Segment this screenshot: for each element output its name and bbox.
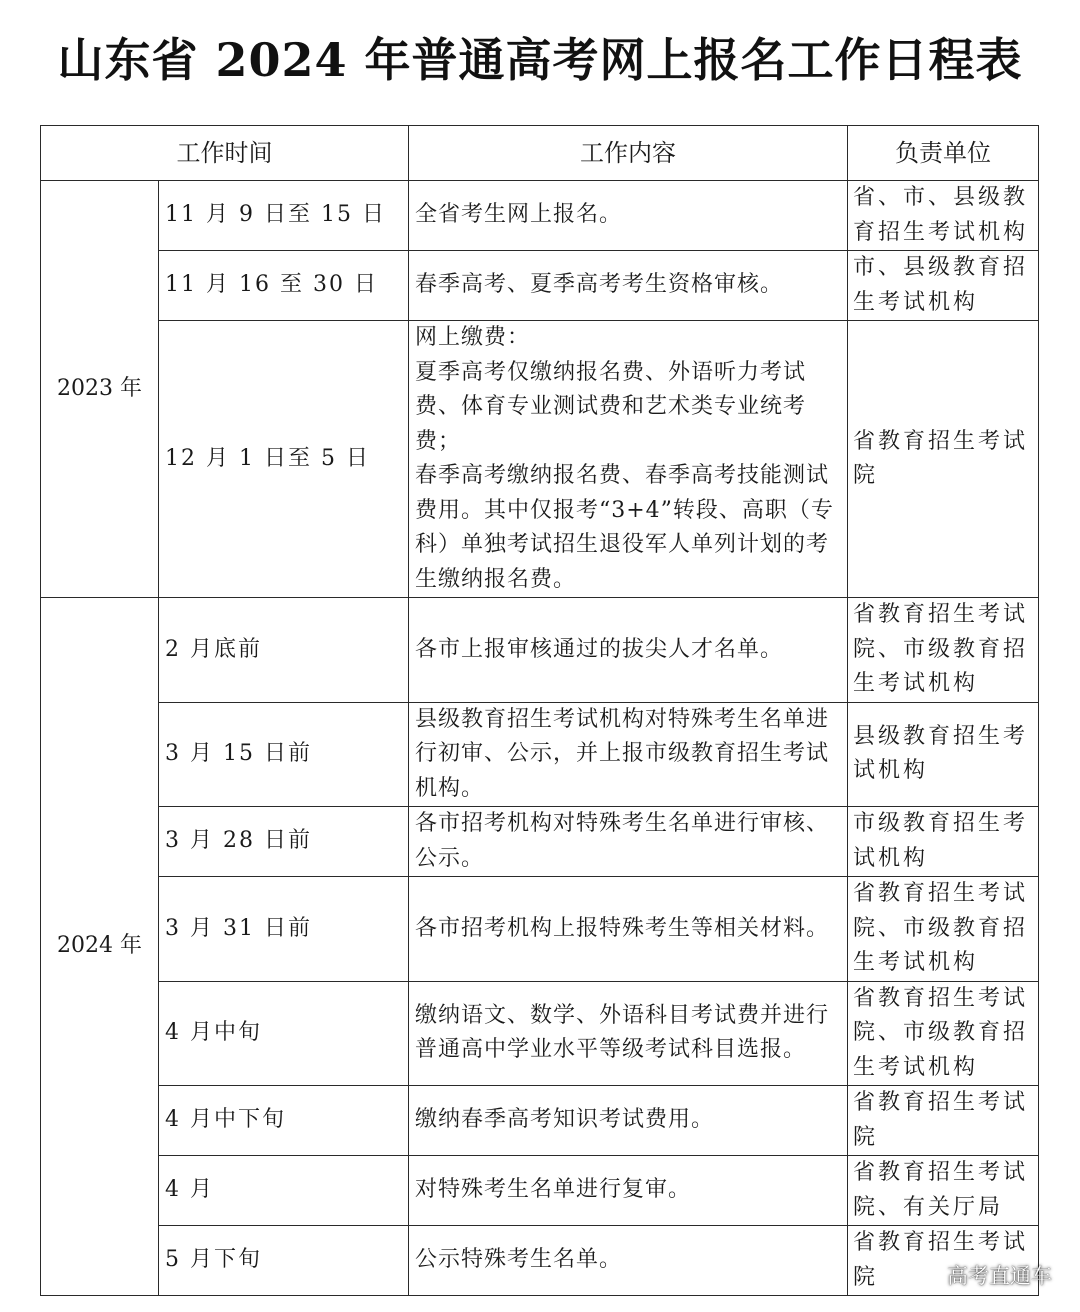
time-cell: 3 月 31 日前 [159,877,409,982]
time-cell: 11 月 16 至 30 日 [159,251,409,321]
unit-cell: 省、市、县级教育招生考试机构 [848,181,1039,251]
content-heading: 网上缴费： [415,325,531,350]
content-cell: 对特殊考生名单进行复审。 [409,1156,848,1226]
table-row [41,877,1039,982]
unit-cell: 市、县级教育招生考试机构 [848,251,1039,321]
page-title: 山东省 2024 年普通高考网上报名工作日程表 [57,33,1023,87]
table-row [41,321,1039,598]
content-cell: 各市上报审核通过的拔尖人才名单。 [409,598,848,703]
content-cell: 公示特殊考生名单。 [409,1226,848,1296]
header-content: 工作内容 [409,126,848,181]
table-row [41,598,1039,703]
table-row [41,251,1039,321]
unit-cell: 省教育招生考试院、有关厅局 [848,1156,1039,1226]
time-cell: 2 月底前 [159,598,409,703]
content-cell: 缴纳语文、数学、外语科目考试费并进行普通高中学业水平等级考试科目选报。 [409,981,848,1086]
content-cell: 各市招考机构上报特殊考生等相关材料。 [409,877,848,982]
time-cell: 4 月中下旬 [159,1086,409,1156]
table-header-row [41,126,1039,181]
content-cell: 春季高考、夏季高考考生资格审核。 [409,251,848,321]
unit-cell: 省教育招生考试院、市级教育招生考试机构 [848,981,1039,1086]
unit-cell: 县级教育招生考试机构 [848,702,1039,807]
content-cell: 缴纳春季高考知识考试费用。 [409,1086,848,1156]
year-cell: 2023 年 [41,181,159,598]
unit-cell: 省教育招生考试院 [848,1086,1039,1156]
unit-cell: 省教育招生考试院 [848,1226,1039,1296]
content-cell: 全省考生网上报名。 [409,181,848,251]
table-row [41,1156,1039,1226]
time-cell: 11 月 9 日至 15 日 [159,181,409,251]
content-paragraph: 春季高考缴纳报名费、春季高考技能测试费用。其中仅报考“3+4”转段、高职（专科）单独考试招生退役军人单列计划的考生缴纳报名费。 [415,463,834,592]
time-cell: 3 月 28 日前 [159,807,409,877]
table-row [41,981,1039,1086]
time-cell: 3 月 15 日前 [159,702,409,807]
table-row [41,1086,1039,1156]
content-cell: 各市招考机构对特殊考生名单进行审核、公示。 [409,807,848,877]
unit-cell: 市级教育招生考试机构 [848,807,1039,877]
content-cell: 县级教育招生考试机构对特殊考生名单进行初审、公示，并上报市级教育招生考试机构。 [409,702,848,807]
table-row [41,1226,1039,1296]
year-cell: 2024 年 [41,598,159,1296]
table-row [41,702,1039,807]
header-time: 工作时间 [41,126,409,181]
unit-cell: 省教育招生考试院、市级教育招生考试机构 [848,877,1039,982]
unit-cell: 省教育招生考试院 [848,321,1039,598]
table-row [41,807,1039,877]
time-cell: 4 月中旬 [159,981,409,1086]
time-cell: 5 月下旬 [159,1226,409,1296]
unit-cell: 省教育招生考试院、市级教育招生考试机构 [848,598,1039,703]
schedule-table [40,125,1039,1296]
content-cell [409,321,848,598]
header-unit: 负责单位 [848,126,1039,181]
time-cell: 12 月 1 日至 5 日 [159,321,409,598]
time-cell: 4 月 [159,1156,409,1226]
table-row [41,181,1039,251]
content-paragraph: 夏季高考仅缴纳报名费、外语听力考试费、体育专业测试费和艺术类专业统考费； [415,359,807,454]
watermark: 高考直通车 [947,1264,1052,1288]
